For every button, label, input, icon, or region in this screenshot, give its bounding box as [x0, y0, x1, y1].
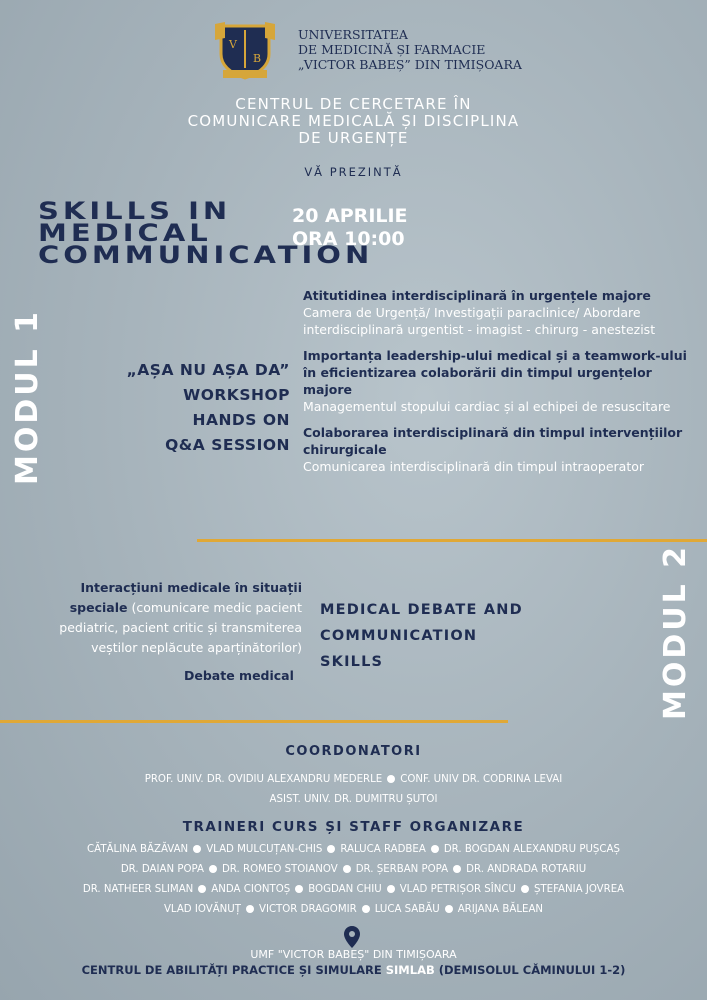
bullet-icon	[362, 905, 370, 913]
bullet-icon	[521, 885, 529, 893]
location-pin-icon	[343, 926, 361, 948]
trainer-name: VLAD PETRIȘOR SÎNCU	[399, 884, 516, 895]
trainer-name: DR. BOGDAN ALEXANDRU PUȘCAȘ	[443, 844, 620, 855]
trainer-name: LUCA SABĂU	[374, 904, 440, 915]
bullet-icon	[295, 885, 303, 893]
topic-item: Colaborarea interdisciplinară din timpul intervențiilor chirurgicale Comunicarea interdisciplinară din timpul intraoperator	[303, 425, 683, 474]
bullet-icon	[387, 775, 395, 783]
trainers-list	[0, 840, 707, 920]
trainer-name: VLAD MULCUȚAN-CHIS	[206, 844, 323, 855]
trainer-name: VLAD IOVĂNUȚ	[163, 904, 241, 915]
bullet-icon	[209, 865, 217, 873]
bullet-icon	[431, 845, 439, 853]
module-1-label: MODUL 1	[10, 308, 45, 485]
event-title: SKILLS IN MEDICAL COMMUNICATION	[38, 197, 374, 269]
trainer-name: DR. ANDRADA ROTARIU	[466, 864, 587, 875]
module-1-topics	[303, 287, 698, 484]
module-1-formats: „AȘA NU AȘA DA” WORKSHOP HANDS ON Q&A SESSION	[126, 361, 290, 454]
trainer-name: DR. ROMEO STOIANOV	[221, 864, 338, 875]
topic-item: Atitutidinea interdisciplinară în urgențele majore Camera de Urgență/ Investigații paraclinice/ Abordare interdisciplinară urgentist - imagist - chirurg - anestezist	[303, 288, 656, 337]
trainer-name: DR. ȘERBAN POPA	[355, 864, 449, 875]
divider	[0, 720, 508, 723]
trainer-name: CĂTĂLINA BĂZĂVAN	[87, 844, 189, 855]
coordinators-heading: COORDONATORI	[285, 744, 422, 759]
university-name: UNIVERSITATEA DE MEDICINĂ ȘI FARMACIE „VICTOR BABEȘ” DIN TIMIȘOARA	[298, 27, 522, 72]
trainer-name: VICTOR DRAGOMIR	[258, 904, 357, 915]
divider	[197, 539, 707, 542]
university-crest-icon	[213, 18, 277, 80]
trainer-name: DR. DAIAN POPA	[120, 864, 204, 875]
presents-text: VĂ PREZINTĂ	[304, 165, 403, 179]
svg-text:V: V	[229, 38, 237, 51]
coordinators-list: PROF. UNIV. DR. OVIDIU ALEXANDRU MEDERLE CONF. UNIV DR. CODRINA LEVAI ASIST. UNIV. DR. DUMITRU ȘUTOI	[144, 774, 563, 805]
trainers-row	[0, 860, 707, 880]
location-university: UMF "VICTOR BABEȘ" DIN TIMIȘOARA	[250, 948, 457, 961]
svg-text:B: B	[252, 52, 262, 65]
bullet-icon	[387, 885, 395, 893]
bullet-icon	[453, 865, 461, 873]
trainer-name: BOGDAN CHIU	[308, 884, 382, 895]
bullet-icon	[198, 885, 206, 893]
trainer-name: ȘTEFANIA JOVREA	[533, 884, 625, 895]
bullet-icon	[327, 845, 335, 853]
module-2-debate: Debate medical	[184, 668, 294, 683]
bullet-icon	[343, 865, 351, 873]
module-2-description: Interacțiuni medicale în situații speciale (comunicare medic pacient pediatric, pacient critic și transmiterea veștilor neplăcute aparținătorilor)	[59, 580, 302, 655]
bullet-icon	[193, 845, 201, 853]
bullet-icon	[246, 905, 254, 913]
trainer-name: ARIJANA BĂLEAN	[457, 904, 544, 915]
trainer-name: ANDA CIONTOȘ	[211, 884, 291, 895]
trainers-row	[0, 840, 707, 860]
trainers-row	[0, 900, 707, 920]
research-center-name: CENTRUL DE CERCETARE ÎN COMUNICARE MEDICALĂ ȘI DISCIPLINA DE URGENȚE	[187, 95, 520, 147]
module-2-label: MODUL 2	[658, 543, 693, 720]
trainers-row	[0, 880, 707, 900]
module-2-title: MEDICAL DEBATE AND COMMUNICATION SKILLS	[320, 602, 523, 670]
location-center: CENTRUL DE ABILITĂȚI PRACTICE ȘI SIMULARE SIMLAB (DEMISOLUL CĂMINULUI 1-2)	[81, 963, 626, 977]
bullet-icon	[445, 905, 453, 913]
event-date-time: 20 APRILIE ORA 10:00	[292, 205, 408, 250]
trainers-heading: TRAINERI CURS ȘI STAFF ORGANIZARE	[182, 819, 525, 835]
trainer-name: RALUCA RADBEA	[340, 844, 426, 855]
trainer-name: DR. NATHEER SLIMAN	[82, 884, 194, 895]
topic-item: Importanța leadership-ului medical și a teamwork-ului în eficientizarea colaborării din timpul urgențelor majore Managementul stopului cardiac și al echipei de resuscitare	[303, 348, 687, 414]
